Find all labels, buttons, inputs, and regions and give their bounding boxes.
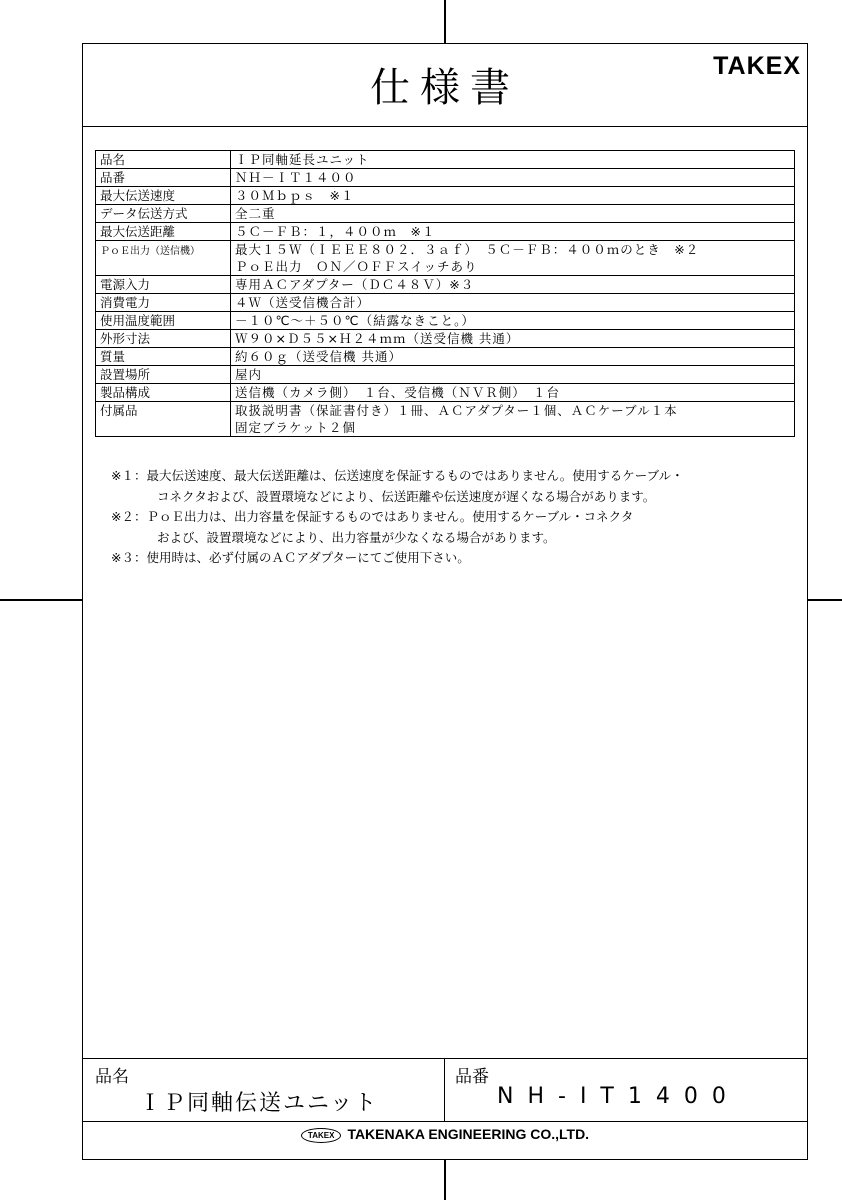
row-label: 最大伝送速度: [96, 187, 231, 205]
footer-name-value: ＩＰ同軸伝送ユニット: [139, 1091, 379, 1116]
table-row: [96, 187, 795, 205]
row-label: 最大伝送距離: [96, 223, 231, 241]
footnotes: [111, 466, 801, 569]
header-divider: [83, 126, 807, 127]
note-2-cont: および、設置環境などにより、出力容量が少なくなる場合があります。: [157, 529, 556, 545]
row-label: 使用温度範囲: [96, 312, 231, 330]
sheet-frame: [82, 43, 808, 1160]
takex-logo-icon: TAKEX: [301, 1128, 342, 1143]
row-value-line1: 取扱説明書（保証書付き）１冊、ＡＣアダプター１個、ＡＣケーブル１本: [235, 403, 678, 418]
company-name: TAKENAKA ENGINEERING CO.,LTD.: [347, 1126, 590, 1142]
row-label: 消費電力: [96, 294, 231, 312]
table-row: [96, 348, 795, 366]
row-label: 品名: [96, 151, 231, 169]
footer-divider-middle: [444, 1058, 445, 1121]
row-value: [231, 402, 795, 437]
note-3: ※３：使用時は、必ず付属のＡＣアダプターにてご使用下さい。: [111, 550, 470, 565]
row-label: [96, 241, 231, 276]
footer-divider-bottom: [83, 1121, 807, 1122]
row-value: [231, 241, 795, 276]
note-1: ※１：最大伝送速度、最大伝送距離は、伝送速度を保証するものではありません。使用するケーブル・: [111, 468, 684, 483]
spec-table: [95, 150, 795, 437]
footer-code-label: 品番: [455, 1067, 489, 1087]
brand-logo: TAKEX: [713, 52, 801, 80]
row-value: 約６０ｇ（送受信機 共通）: [231, 348, 795, 366]
row-value: 屋内: [231, 366, 795, 384]
note-2: ※２：ＰｏＥ出力は、出力容量を保証するものではありません。使用するケーブル・コネクタ: [111, 509, 634, 524]
table-row: [96, 384, 795, 402]
crop-mark-right: [808, 599, 842, 601]
table-row: [96, 241, 795, 276]
row-value: ３０Ｍｂｐｓ ※１: [231, 187, 795, 205]
table-row: [96, 151, 795, 169]
crop-mark-left: [0, 599, 82, 601]
note-1-cont: コネクタおよび、設置環境などにより、伝送距離や伝送速度が遅くなる場合があります。: [157, 488, 656, 504]
row-label: 設置場所: [96, 366, 231, 384]
row-label: 品番: [96, 169, 231, 187]
table-row: [96, 366, 795, 384]
table-row: [96, 205, 795, 223]
row-label-main: ＰｏＥ出力: [100, 246, 150, 257]
table-row: [96, 276, 795, 294]
row-label: データ伝送方式: [96, 205, 231, 223]
footer-code-value: NH-IT1400: [497, 1084, 740, 1109]
row-value: ＩＰ同軸延長ユニット: [231, 151, 795, 169]
row-value: 送信機（カメラ側） １台、受信機（ＮＶＲ側） １台: [231, 384, 795, 402]
row-label-note: （送信機）: [150, 246, 200, 257]
row-value: ５Ｃ－ＦＢ：１，４００ｍ ※１: [231, 223, 795, 241]
row-value: 専用ＡＣアダプター（ＤＣ４８Ｖ）※３: [231, 276, 795, 294]
row-value: Ｗ９０×Ｄ５５×Ｈ２４ｍｍ（送受信機 共通）: [231, 330, 795, 348]
table-row: [96, 169, 795, 187]
row-value-line2: 固定ブラケット２個: [235, 420, 356, 435]
crop-mark-bottom: [444, 1160, 446, 1200]
row-value: 全二重: [231, 205, 795, 223]
row-label: 電源入力: [96, 276, 231, 294]
page-title: 仕様書: [370, 65, 520, 111]
row-value-line2: ＰｏＥ出力 ＯＮ／ＯＦＦスイッチあり: [235, 259, 478, 274]
crop-mark-top: [444, 0, 446, 43]
table-row: [96, 330, 795, 348]
table-row: [96, 223, 795, 241]
row-value: －１０℃～＋５０℃（結露なきこと。）: [231, 312, 795, 330]
row-value: ４Ｗ（送受信機合計）: [231, 294, 795, 312]
row-label: 質量: [96, 348, 231, 366]
row-value: ＮＨ－ＩＴ１４００: [231, 169, 795, 187]
footer-divider-top: [83, 1058, 807, 1059]
row-value-line1: 最大１５Ｗ（ＩＥＥＥ８０２．３ａｆ） ５Ｃ－ＦＢ：４００ｍのとき ※２: [235, 242, 700, 257]
footer-name-label: 品名: [95, 1067, 129, 1087]
row-label: 外形寸法: [96, 330, 231, 348]
row-label: 製品構成: [96, 384, 231, 402]
company-block: [83, 1126, 807, 1143]
table-row: [96, 402, 795, 437]
table-row: [96, 312, 795, 330]
table-row: [96, 294, 795, 312]
row-label: 付属品: [96, 402, 231, 437]
